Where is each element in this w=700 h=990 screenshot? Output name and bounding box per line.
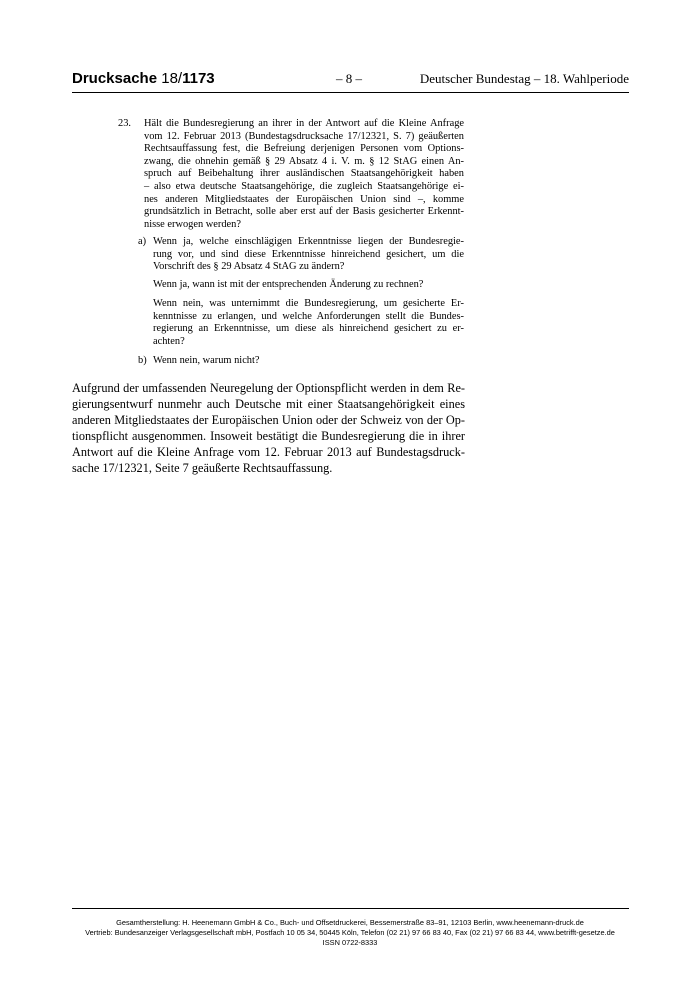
question-line: grundsätzlich in Betracht, solle aber erst auf der Basis gesicherter Erkennt-	[144, 206, 464, 218]
question-line: vom 12. Februar 2013 (Bundestagsdrucksache 17/12321, S. 7) geäußerten	[144, 130, 464, 142]
drucksache-number: 1173	[182, 70, 215, 87]
sub-question-a-text	[153, 236, 464, 274]
footer-distribution-line: Vertrieb: Bundesanzeiger Verlagsgesellschaft mbH, Postfach 10 05 34, 50445 Köln, Telefon (02 21) 97 66 83 40, Fax (02 21) 97 66 83 44, www.betrifft-gesetze.de	[85, 928, 615, 937]
sub-question-a-marker: a)	[138, 236, 147, 247]
page-footer	[60, 918, 640, 948]
answer-paragraph	[72, 380, 465, 476]
paragraph-if-not-line: achten?	[153, 335, 185, 347]
page-header	[72, 70, 629, 92]
sub-question-b-line: Wenn nein, warum nicht?	[153, 355, 260, 366]
question-line: nes anderen Mitgliedstaates der Europäischen Union sind –, komme	[144, 193, 464, 205]
header-divider	[72, 92, 629, 93]
question-line: Hält die Bundesregierung an ihrer in der Antwort auf die Kleine Anfrage	[144, 118, 464, 129]
paragraph-when-text: Wenn ja, wann ist mit der entsprechenden Änderung zu rechnen?	[153, 279, 424, 290]
question-line: Rechtsauffassung fest, die Befreiung derjenigen Personen vom Options-	[144, 143, 464, 155]
sub-question-a-line: Vorschrift des § 29 Absatz 4 StAG zu ändern?	[153, 261, 345, 273]
footer-issn-line: ISSN 0722-8333	[322, 938, 378, 947]
page-number: – 8 –	[336, 71, 362, 86]
paragraph-if-not-line: Wenn nein, was unternimmt die Bundesregierung, um gesicherte Er-	[153, 298, 464, 309]
drucksache-word: Drucksache	[72, 70, 158, 87]
drucksache-number-prefix: 18/	[161, 70, 183, 87]
answer-line: gierungsentwurf nunmehr auch Deutsche mit einer Staatsangehörigkeit eines	[72, 397, 465, 411]
question-line: zwang, die ohnehin gemäß § 29 Absatz 4 i. V. m. § 12 StAG einen An-	[144, 155, 464, 167]
question-text	[144, 118, 464, 231]
paragraph-if-not-line: regierung an Erkenntnisse, um diese als hinreichend gesichert zu er-	[153, 323, 464, 335]
publisher-label: Deutscher Bundestag – 18. Wahlperiode	[419, 71, 629, 86]
answer-line: Aufgrund der umfassenden Neuregelung der Optionspflicht werden in dem Re-	[72, 381, 465, 395]
paragraph-if-not-line: kenntnisse zu erlangen, und welche Anforderungen stellt die Bundes-	[153, 310, 464, 322]
answer-line: anderen Mitgliedstaates der Europäischen Union oder der Schweiz von der Op-	[72, 413, 465, 427]
paragraph-when	[153, 279, 464, 292]
sub-question-b-text	[153, 355, 464, 368]
question-line: – also etwa deutsche Staatsangehörige, die zugleich Staatsangehörige ei-	[144, 180, 464, 192]
footer-divider	[72, 908, 629, 909]
question-number: 23.	[118, 118, 131, 129]
sub-question-a-line: rung vor, und sind diese Erkenntnisse hinreichend gesichert, um die	[153, 248, 464, 260]
question-line: nisse erwogen werden?	[144, 218, 241, 230]
paragraph-if-not	[153, 298, 464, 348]
answer-line: Antwort auf die Kleine Anfrage vom 12. Februar 2013 auf Bundestagsdruck-	[72, 445, 465, 459]
footer-printer-line: Gesamtherstellung: H. Heenemann GmbH & Co., Buch- und Offsetdruckerei, Bessemerstraße 83–91, 12103 Berlin, www.heenemann-druck.de	[116, 918, 584, 927]
sub-question-a-line: Wenn ja, welche einschlägigen Erkenntnisse liegen der Bundesregie-	[153, 236, 464, 247]
drucksache-label	[72, 70, 215, 87]
sub-question-b-marker: b)	[138, 355, 147, 366]
question-line: spruch auf Beibehaltung ihrer ausländischen Staatsangehörigkeit haben	[144, 168, 464, 180]
answer-line: tionspflicht ausgenommen. Insoweit bestätigt die Bundesregierung die in ihrer	[72, 429, 465, 443]
answer-line: sache 17/12321, Seite 7 geäußerte Rechtsauffassung.	[72, 461, 333, 475]
